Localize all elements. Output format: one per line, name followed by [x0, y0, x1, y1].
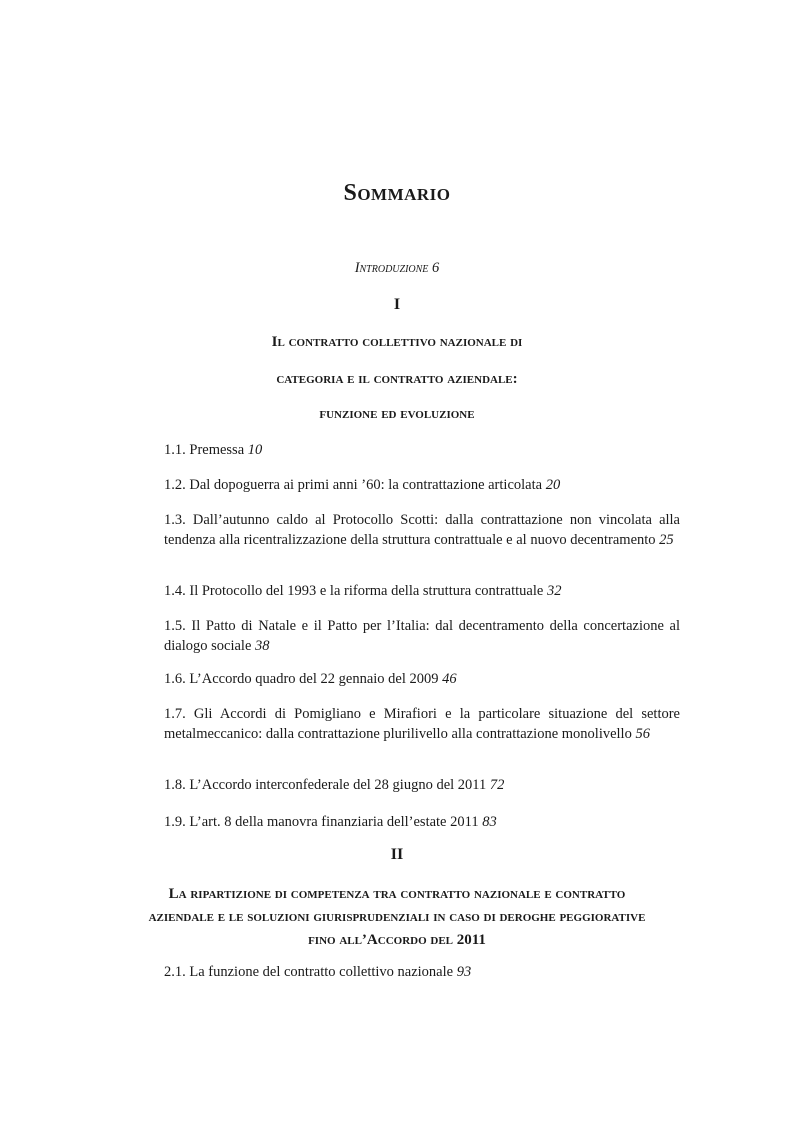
toc-entry-text: 1.7. Gli Accordi di Pomigliano e Mirafiori e la particolare situazione del settore metalmeccanico: dalla contrattazione plurilivello alla contrattazione monolivello [164, 706, 680, 742]
intro-entry [0, 260, 794, 277]
part-1-heading-line-2: categoria e il contratto aziendale: [276, 371, 518, 387]
toc-entry-page: 56 [635, 726, 650, 742]
toc-entry-page: 38 [255, 638, 270, 654]
toc-entry-1-8 [164, 775, 680, 795]
toc-entry-1-6 [164, 669, 680, 689]
toc-entry-page: 83 [482, 814, 497, 830]
part-2-heading: La ripartizione di competenza tra contratto nazionale e contratto aziendale e le soluzioni giurisprudenziali in caso di deroghe peggiorative fino all’Accordo del 2011 [148, 886, 646, 948]
part-2-numeral: II [390, 846, 404, 863]
toc-entry-text: 1.4. Il Protocollo del 1993 e la riforma della struttura contrattuale [164, 583, 544, 599]
intro-page: 6 [432, 260, 440, 276]
page-title: Sommario [343, 180, 451, 206]
toc-entry-text: 1.1. Premessa [164, 442, 245, 458]
intro-label: Introduzione [354, 260, 429, 276]
toc-entry-text: 1.3. Dall’autunno caldo al Protocollo Scotti: dalla contrattazione non vincolata alla tendenza alla ricentralizzazione della struttura contrattuale e al nuovo decentramento [164, 512, 680, 548]
part-1-numeral: I [393, 296, 401, 313]
toc-entry-1-3 [164, 510, 680, 550]
toc-entry-text: 2.1. La funzione del contratto collettivo nazionale [164, 964, 454, 980]
toc-entry-1-9 [164, 812, 680, 832]
toc-entry-page: 32 [546, 583, 562, 599]
toc-entry-1-4 [164, 581, 680, 601]
toc-entry-2-1 [164, 962, 680, 982]
toc-entry-page: 93 [456, 964, 472, 980]
toc-entry-1-2 [164, 475, 680, 495]
toc-entry-text: 1.2. Dal dopoguerra ai primi anni ’60: la contrattazione articolata [164, 477, 543, 493]
toc-entry-page: 10 [247, 442, 263, 458]
toc-entry-1-1 [164, 440, 680, 460]
toc-entry-page: 25 [659, 532, 674, 548]
toc-entry-text: 1.9. L’art. 8 della manovra finanziaria dell’estate 2011 [164, 814, 479, 830]
part-1-heading-line-1: Il contratto collettivo nazionale di [271, 334, 523, 350]
toc-entry-text: 1.6. L’Accordo quadro del 22 gennaio del 2009 [164, 671, 439, 687]
toc-entry-text: 1.5. Il Patto di Natale e il Patto per l’Italia: dal decentramento della concertazione al dialogo sociale [164, 618, 680, 654]
part-1-heading-line-3: funzione ed evoluzione [319, 406, 475, 422]
toc-entry-1-5 [164, 616, 680, 656]
toc-entry-page: 46 [442, 671, 457, 687]
toc-entry-page: 72 [489, 777, 505, 793]
toc-entry-page: 20 [545, 477, 561, 493]
toc-entry-text: 1.8. L’Accordo interconfederale del 28 giugno del 2011 [164, 777, 487, 793]
toc-entry-1-7 [164, 704, 680, 744]
